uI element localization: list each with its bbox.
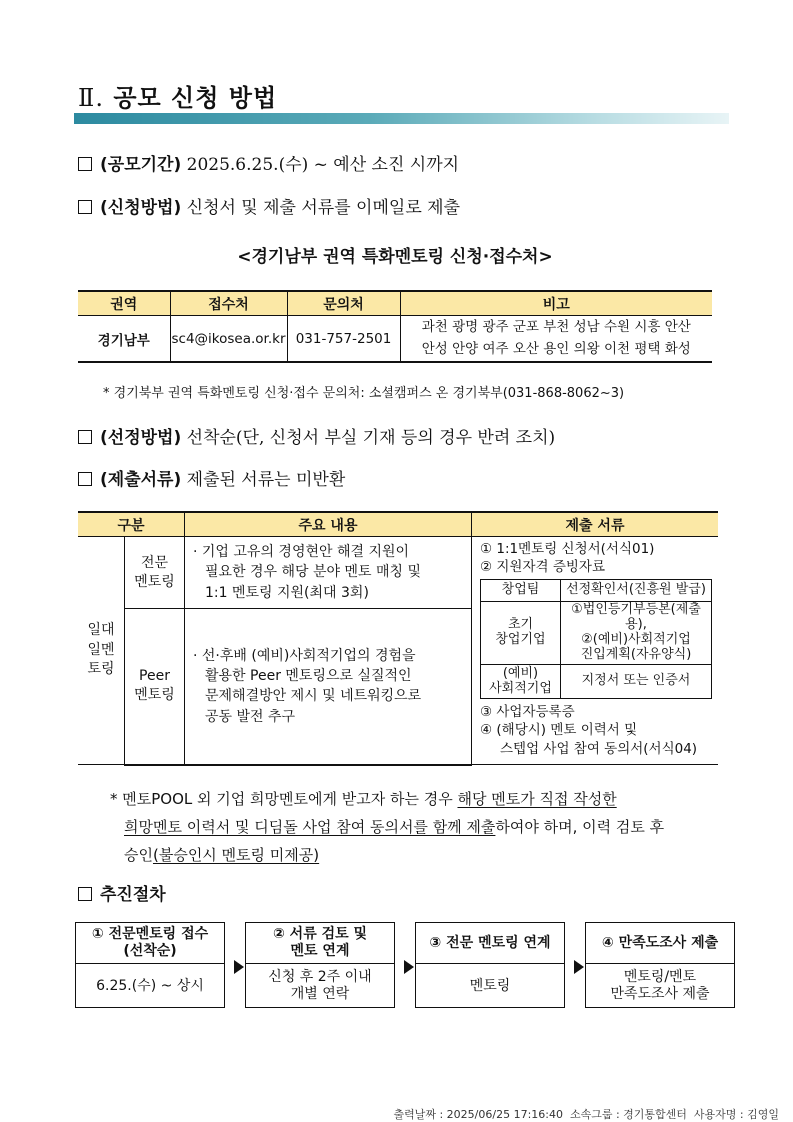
- table1-footnote: * 경기북부 권역 특화멘토링 신청·접수 문의처: 소셜캠퍼스 온 경기북부(031-868-8062~3): [103, 386, 625, 401]
- email-cell: sc4@ikosea.or.kr: [170, 316, 287, 363]
- process-label: 추진절차: [100, 885, 166, 905]
- period-value: 2025.6.25.(수) ~ 예산 소진 시까지: [186, 155, 460, 175]
- header-note: 비고: [400, 291, 712, 316]
- title-underline-bar: [74, 113, 729, 124]
- contact-table: [78, 290, 712, 363]
- method-value: 신청서 및 제출 서류를 이메일로 제출: [186, 198, 460, 218]
- process-step-2: [245, 922, 395, 1008]
- header-email: 접수처: [170, 291, 287, 316]
- checkbox-square-icon: [78, 430, 92, 444]
- content-expert-line: · 기업 고유의 경영현안 해결 지원이: [193, 544, 410, 561]
- note-line-1: 과천 광명 광주 군포 부천 성남 수원 시흥 안산: [421, 319, 691, 335]
- section-title-text: 공모 신청 방법: [113, 84, 278, 112]
- process-line: [78, 880, 166, 905]
- process-step-1: [75, 922, 225, 1008]
- content-peer: [185, 609, 472, 765]
- sub-type: 창업팀: [481, 580, 561, 602]
- type-peer: Peer 멘토링: [125, 609, 185, 765]
- checkbox-square-icon: [78, 472, 92, 486]
- period-line: [78, 150, 459, 175]
- doc-item-4: ④ (해당시) 멘토 이력서 및: [480, 722, 638, 739]
- sub-type: (예비) 사회적기업: [481, 665, 561, 699]
- step-title: ③ 전문 멘토링 연계: [416, 923, 564, 964]
- step-body: 신청 후 2주 이내 개별 연락: [268, 969, 372, 1002]
- step-title: ① 전문멘토링 접수 (선착순): [76, 923, 224, 964]
- checkbox-square-icon: [78, 157, 92, 171]
- documents-label: (제출서류): [100, 470, 182, 490]
- method-line: [78, 193, 460, 218]
- header-region: 권역: [78, 291, 170, 316]
- doc-subtable: [480, 579, 712, 699]
- content-peer-line: 활용한 Peer 멘토링으로 실질적인: [205, 667, 412, 684]
- arrow-right-icon: [574, 960, 584, 974]
- section-title: [78, 78, 277, 113]
- content-peer-line: · 선·후배 (예비)사회적기업의 경험을: [193, 647, 416, 664]
- sub-doc: ①법인등기부등본(제출용), ②(예비)사회적기업 진입계획(자유양식): [561, 602, 712, 665]
- header-content: 주요 내용: [185, 512, 472, 537]
- documents-cell: [472, 537, 719, 765]
- selection-line: [78, 423, 555, 448]
- selection-value: 선착순(단, 신청서 부실 기재 등의 경우 반려 조치): [186, 428, 556, 448]
- table1-caption: <경기남부 권역 특화멘토링 신청·접수처>: [237, 247, 553, 267]
- step-body: 멘토링: [469, 977, 511, 994]
- doc-item-1: ① 1:1멘토링 신청서(서식01): [480, 541, 655, 557]
- content-peer-line: 공동 발전 추구: [205, 708, 296, 725]
- content-expert: [185, 537, 472, 609]
- documents-value: 제출된 서류는 미반환: [186, 470, 346, 490]
- content-expert-line: 필요한 경우 해당 분야 멘토 매칭 및: [205, 564, 422, 581]
- mentoring-table: [78, 511, 718, 766]
- note-text: * 멘토POOL 외 기업 희망멘토에게 받고자 하는 경우: [110, 790, 458, 808]
- group-label: 일대일멘토링: [78, 537, 125, 765]
- arrow-right-icon: [404, 960, 414, 974]
- note-underlined: 해당 멘토가 직접 작성한: [457, 790, 617, 808]
- print-footer: 출력날짜 : 2025/06/25 17:16:40 소속그룹 : 경기통합센터 사용자명 : 김영일: [393, 1108, 779, 1121]
- sub-doc: 지정서 또는 인증서: [561, 665, 712, 699]
- method-label: (신청방법): [100, 198, 182, 218]
- type-expert: 전문 멘토링: [125, 537, 185, 609]
- documents-line: [78, 465, 345, 490]
- checkbox-square-icon: [78, 200, 92, 214]
- checkbox-square-icon: [78, 887, 92, 901]
- header-category: 구분: [78, 512, 185, 537]
- step-body: 멘토링/멘토 만족도조사 제출: [610, 969, 710, 1002]
- doc-item-4-cont: 스텝업 사업 참여 동의서(서식04): [500, 740, 698, 757]
- note-underlined: (불승인시 멘토링 미제공): [152, 846, 320, 864]
- section-number: Ⅱ.: [78, 84, 104, 112]
- doc-item-3: ③ 사업자등록증: [480, 704, 575, 721]
- process-step-4: [585, 922, 735, 1008]
- step-body: 6.25.(수) ~ 상시: [96, 977, 204, 994]
- mentor-note: [110, 785, 720, 869]
- sub-doc: 선정확인서(진흥원 발급): [561, 580, 712, 602]
- step-title: ④ 만족도조사 제출: [586, 923, 734, 964]
- note-cell: [400, 316, 712, 363]
- doc-item-2: ② 지원자격 증빙자료: [480, 559, 606, 576]
- content-expert-line: 1:1 멘토링 지원(최대 3회): [205, 584, 369, 601]
- region-cell: 경기남부: [78, 316, 170, 363]
- step-title: ② 서류 검토 및 멘토 연계: [246, 923, 394, 964]
- note-underlined: 희망멘토 이력서 및 디딤돌 사업 참여 동의서를 함께 제출: [124, 818, 496, 836]
- note-text: 승인: [124, 846, 153, 864]
- sub-type: 초기 창업기업: [481, 602, 561, 665]
- process-step-3: [415, 922, 565, 1008]
- note-line-2: 안성 안양 여주 오산 용인 의왕 이천 평택 화성: [421, 340, 691, 357]
- period-label: (공모기간): [100, 155, 182, 175]
- phone-cell: 031-757-2501: [287, 316, 400, 363]
- header-documents: 제출 서류: [472, 512, 719, 537]
- selection-label: (선정방법): [100, 428, 182, 448]
- arrow-right-icon: [234, 960, 244, 974]
- note-text: 하여야 하며, 이력 검토 후: [495, 818, 665, 836]
- content-peer-line: 문제해결방안 제시 및 네트워킹으로: [205, 688, 422, 705]
- header-phone: 문의처: [287, 291, 400, 316]
